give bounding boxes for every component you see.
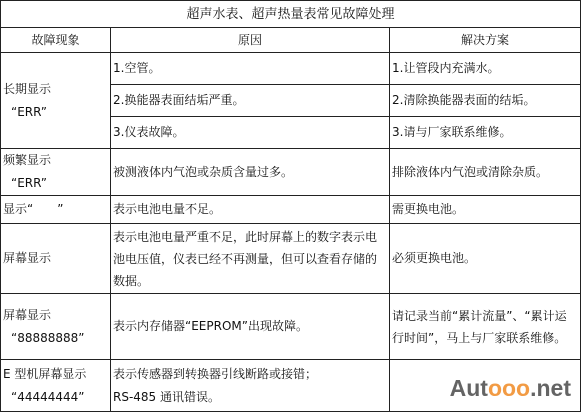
header-symptom: 故障现象 — [1, 28, 111, 53]
cause-cell: 被测液体内气泡或杂质含量过多。 — [111, 149, 390, 196]
watermark-logo — [450, 375, 571, 402]
symptom-cell — [1, 360, 111, 412]
watermark-highlight: ooo — [487, 375, 531, 401]
header-cause: 原因 — [111, 28, 390, 53]
solution-cell: 请记录当前“累计流量”、“累计运行时间”，马上与厂家联系维修。 — [390, 294, 581, 360]
title-row — [1, 1, 581, 28]
symptom-cell — [1, 149, 111, 196]
symptom-cell — [1, 53, 111, 149]
symptom-line: E 型机屏幕显示 — [3, 366, 87, 381]
symptom-line: “44444444” — [11, 389, 85, 404]
symptom-line: “ERR” — [11, 104, 47, 119]
solution-cell: 需更换电池。 — [390, 196, 581, 224]
cause-cell: 表示电池电量不足。 — [111, 196, 390, 224]
symptom-cell: 屏幕显示 — [1, 224, 111, 294]
cause-line: RS-485 通讯错误。 — [113, 389, 221, 404]
cause-line: 表示传感器到转换器引线断路或接错； — [113, 366, 318, 381]
table-row — [1, 149, 581, 196]
cause-cell: 表示内存储器“EEPROM”出现故障。 — [111, 294, 390, 360]
cause-cell: 1.空管。 — [111, 53, 390, 85]
table-row — [1, 294, 581, 360]
cause-cell: 2.换能器表面结垢严重。 — [111, 85, 390, 117]
symptom-line: “88888888” — [11, 330, 85, 345]
cause-cell: 表示电池电量严重不足，此时屏幕上的数字表示电池电压值，仪表已经不再测量，但可以查看存储的数据。 — [111, 224, 390, 294]
watermark-prefix: Aut — [449, 375, 488, 401]
cause-cell — [111, 360, 390, 412]
symptom-line: “ERR” — [11, 176, 47, 190]
table-row — [1, 53, 581, 85]
solution-cell: 2.清除换能器表面的结垢。 — [390, 85, 581, 117]
symptom-line: 屏幕显示 — [3, 307, 52, 322]
symptom-line: 长期显示 — [3, 81, 52, 96]
solution-cell: 排除液体内气泡或清除杂质。 — [390, 149, 581, 196]
header-row — [1, 28, 581, 53]
header-solution: 解决方案 — [390, 28, 581, 53]
table-title: 超声水表、超声热量表常见故障处理 — [1, 1, 581, 28]
symptom-line: 频繁显示 — [3, 153, 52, 167]
solution-cell: 1.让管段内充满水。 — [390, 53, 581, 85]
symptom-cell: 显示“ ” — [1, 196, 111, 224]
solution-cell: 3.请与厂家联系维修。 — [390, 117, 581, 149]
cause-cell: 3.仪表故障。 — [111, 117, 390, 149]
symptom-cell — [1, 294, 111, 360]
table-row — [1, 196, 581, 224]
watermark-suffix: .net — [530, 375, 571, 401]
solution-cell: 必须更换电池。 — [390, 224, 581, 294]
table-row — [1, 224, 581, 294]
